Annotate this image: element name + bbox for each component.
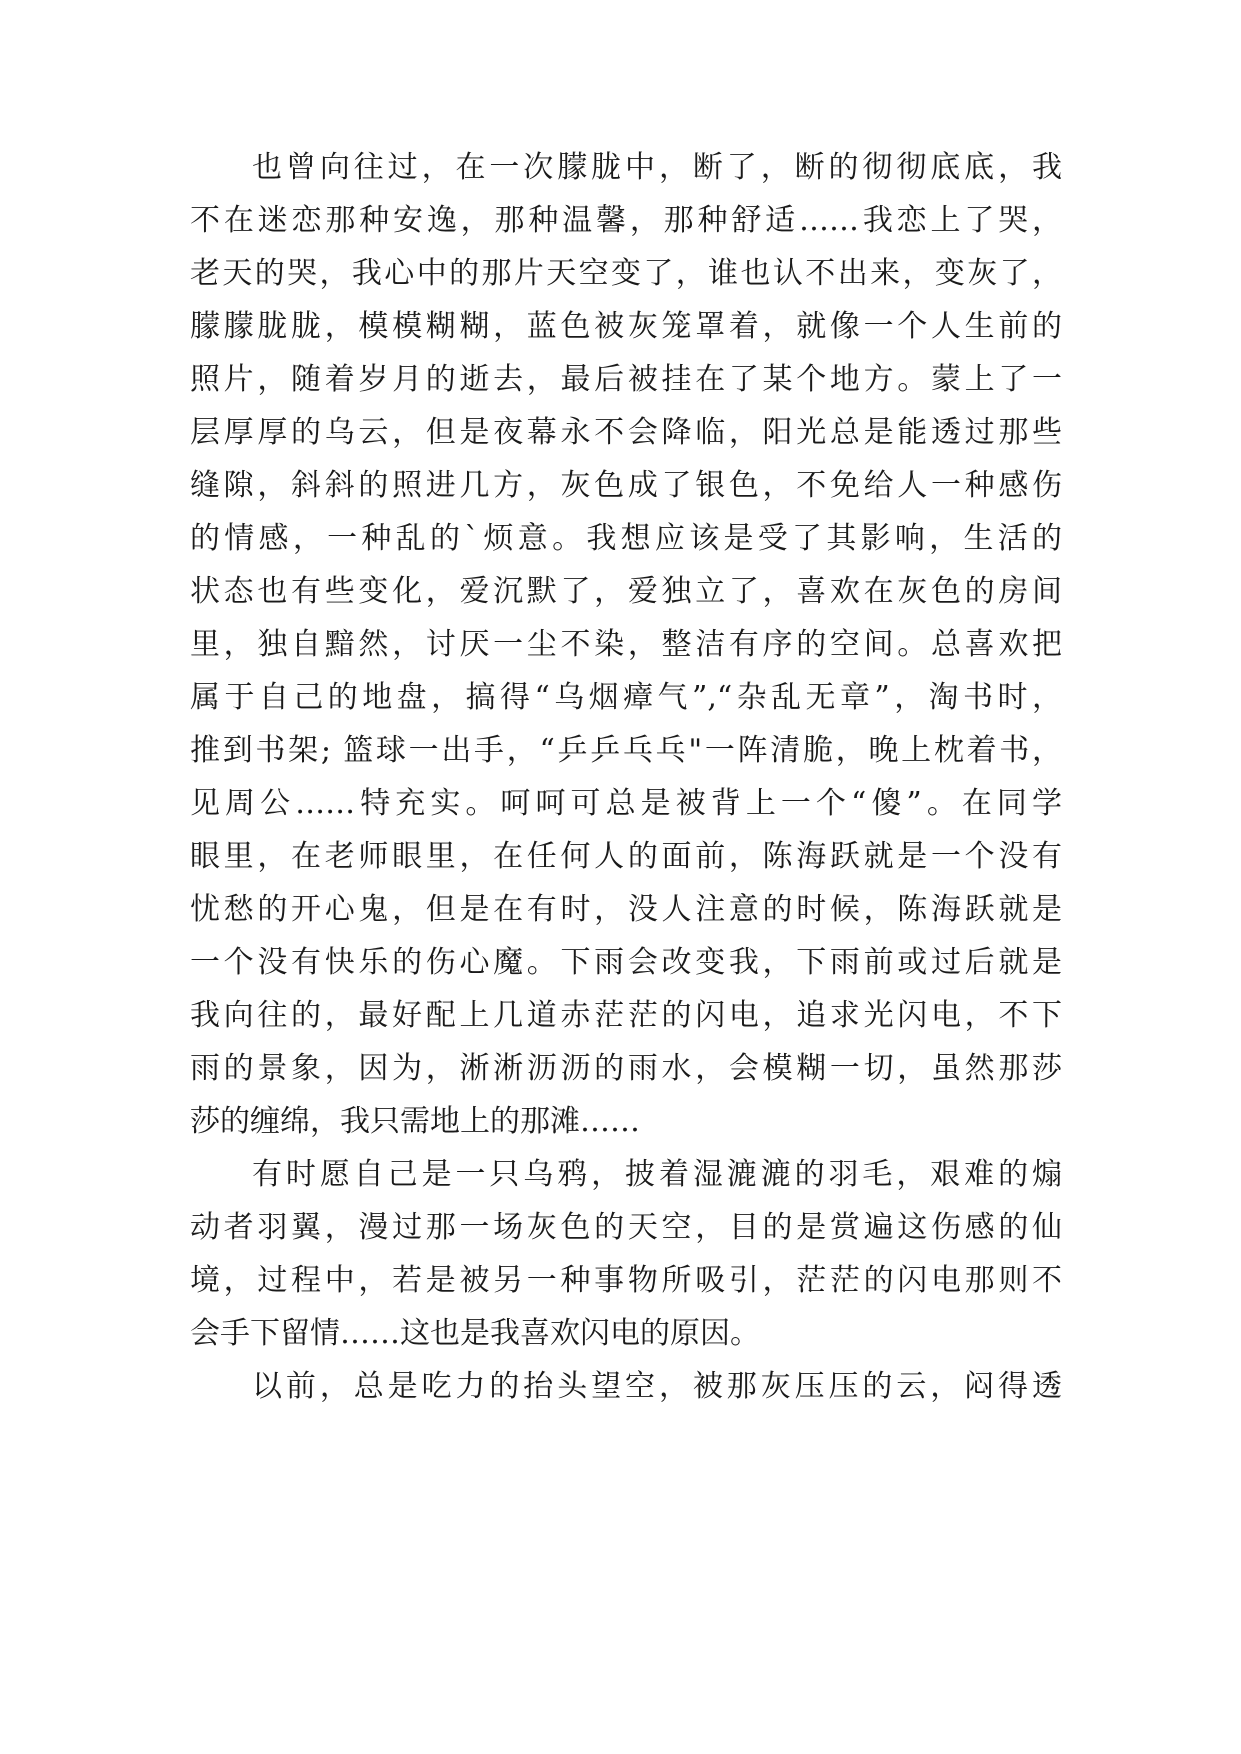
text-line: 有时愿自己是一只乌鸦，披着湿漉漉的羽毛，艰难的煽 <box>252 1157 1062 1192</box>
text-line: 以前，总是吃力的抬头望空，被那灰压压的云，闷得透 <box>252 1369 1062 1404</box>
text-line: 朦朦胧胧，模模糊糊，蓝色被灰笼罩着，就像一个人生前的 <box>190 309 1062 344</box>
text-line: 层厚厚的乌云，但是夜幕永不会降临，阳光总是能透过那些 <box>190 415 1062 450</box>
text-line: 缝隙，斜斜的照进几方，灰色成了银色，不免给人一种感伤 <box>190 468 1062 503</box>
text-line: 里，独自黯然，讨厌一尘不染，整洁有序的空间。总喜欢把 <box>190 627 1062 662</box>
text-line: 境，过程中，若是被另一种事物所吸引，茫茫的闪电那则不 <box>190 1263 1062 1298</box>
text-line: 莎的缠绵，我只需地上的那滩…… <box>190 1104 640 1139</box>
text-line: 眼里，在老师眼里，在任何人的面前，陈海跃就是一个没有 <box>190 839 1062 874</box>
text-line: 也曾向往过，在一次朦胧中，断了，断的彻彻底底，我 <box>252 150 1062 185</box>
text-line: 我向往的，最好配上几道赤茫茫的闪电，追求光闪电，不下 <box>190 998 1062 1033</box>
text-line: 忧愁的开心鬼，但是在有时，没人注意的时候，陈海跃就是 <box>190 892 1062 927</box>
text-line: 一个没有快乐的伤心魔。下雨会改变我，下雨前或过后就是 <box>190 945 1062 980</box>
text-line: 见周公……特充实。呵呵可总是被背上一个“傻”。在同学 <box>190 786 1062 821</box>
text-line: 不在迷恋那种安逸，那种温馨，那种舒适……我恋上了哭， <box>190 203 1062 238</box>
text-line: 老天的哭，我心中的那片天空变了，谁也认不出来，变灰了， <box>190 256 1062 291</box>
text-line: 属于自己的地盘，搞得“乌烟瘴气”,“杂乱无章”，淘书时， <box>190 680 1062 715</box>
text-line: 的情感，一种乱的`烦意。我想应该是受了其影响，生活的 <box>190 521 1062 556</box>
text-line: 状态也有些变化，爱沉默了，爱独立了，喜欢在灰色的房间 <box>190 574 1062 609</box>
text-line: 推到书架; 篮球一出手，“乒乒乓乓"一阵清脆，晚上枕着书， <box>190 733 1062 768</box>
text-line: 会手下留情……这也是我喜欢闪电的原因。 <box>190 1316 760 1351</box>
text-line: 动者羽翼，漫过那一场灰色的天空，目的是赏遍这伤感的仙 <box>190 1210 1062 1245</box>
text-line: 照片，随着岁月的逝去，最后被挂在了某个地方。蒙上了一 <box>190 362 1062 397</box>
text-line: 雨的景象，因为，淅淅沥沥的雨水，会模糊一切，虽然那莎 <box>190 1051 1062 1086</box>
